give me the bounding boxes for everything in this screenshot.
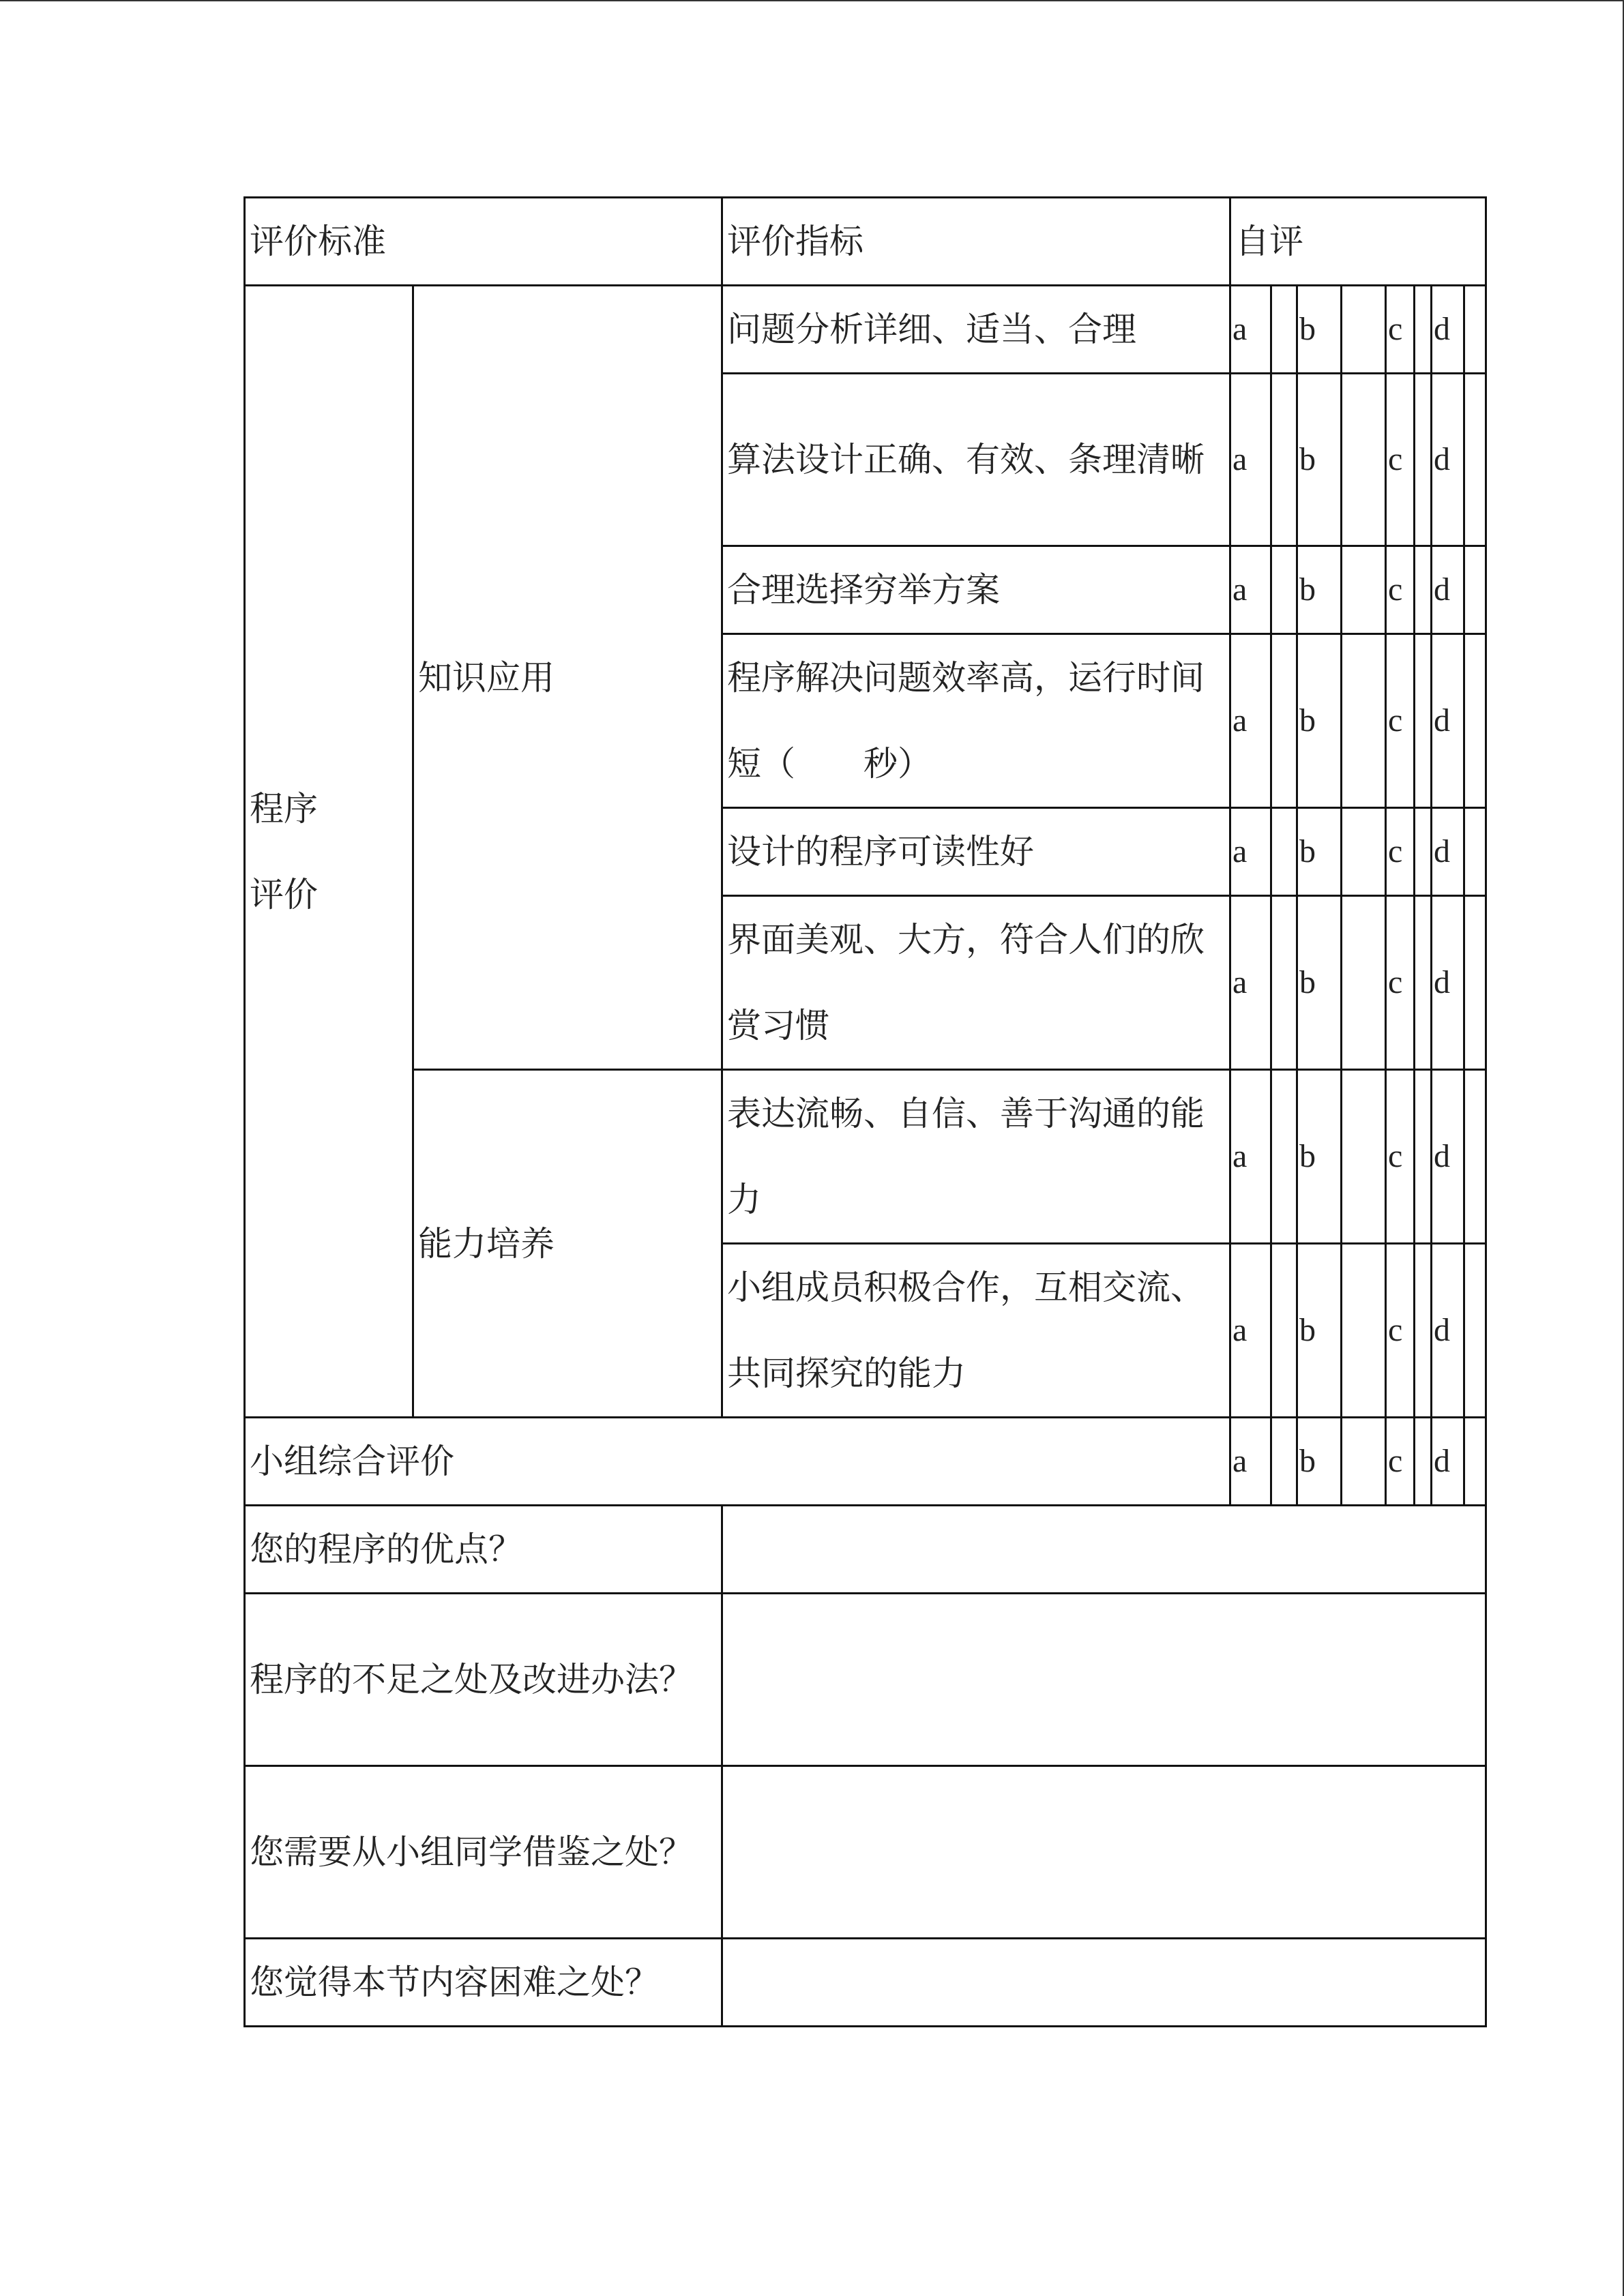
question-row bbox=[245, 1939, 1486, 2027]
score-box-d[interactable] bbox=[1464, 1244, 1486, 1418]
score-box-a[interactable] bbox=[1271, 1070, 1297, 1244]
option-d: d bbox=[1432, 546, 1464, 634]
subcategory-ability: 能力培养 bbox=[413, 1070, 722, 1418]
group-eval-row bbox=[245, 1418, 1486, 1506]
score-box-a[interactable] bbox=[1271, 546, 1297, 634]
score-box-c[interactable] bbox=[1415, 1244, 1432, 1418]
answer-field[interactable] bbox=[722, 1594, 1486, 1766]
score-box-c[interactable] bbox=[1415, 896, 1432, 1070]
option-d: d bbox=[1432, 634, 1464, 808]
category-program-evaluation bbox=[245, 286, 413, 1418]
indicator-text: 界面美观、大方，符合人们的欣赏习惯 bbox=[722, 896, 1230, 1070]
answer-field[interactable] bbox=[722, 1939, 1486, 2027]
score-box-b[interactable] bbox=[1342, 374, 1386, 546]
answer-field[interactable] bbox=[722, 1766, 1486, 1939]
score-box-b[interactable] bbox=[1342, 808, 1386, 896]
score-box-d[interactable] bbox=[1464, 286, 1486, 374]
score-box-a[interactable] bbox=[1271, 1244, 1297, 1418]
option-b: b bbox=[1297, 1244, 1342, 1418]
score-box-b[interactable] bbox=[1342, 286, 1386, 374]
subcategory-knowledge: 知识应用 bbox=[413, 286, 722, 1070]
option-c: c bbox=[1386, 1418, 1415, 1506]
score-box-c[interactable] bbox=[1415, 286, 1432, 374]
score-box-b[interactable] bbox=[1342, 896, 1386, 1070]
option-d: d bbox=[1432, 1244, 1464, 1418]
option-a: a bbox=[1230, 286, 1271, 374]
option-a: a bbox=[1230, 374, 1271, 546]
question-row bbox=[245, 1766, 1486, 1939]
question-row bbox=[245, 1594, 1486, 1766]
option-d: d bbox=[1432, 808, 1464, 896]
score-box-d[interactable] bbox=[1464, 808, 1486, 896]
question-row bbox=[245, 1506, 1486, 1594]
option-c: c bbox=[1386, 1244, 1415, 1418]
score-box-d[interactable] bbox=[1464, 546, 1486, 634]
indicator-row bbox=[245, 286, 1486, 374]
score-box-c[interactable] bbox=[1415, 374, 1432, 546]
option-c: c bbox=[1386, 634, 1415, 808]
score-box-d[interactable] bbox=[1464, 1070, 1486, 1244]
score-box-d[interactable] bbox=[1464, 634, 1486, 808]
evaluation-table bbox=[243, 196, 1487, 2027]
option-c: c bbox=[1386, 374, 1415, 546]
question-label: 您需要从小组同学借鉴之处？ bbox=[245, 1766, 722, 1939]
option-a: a bbox=[1230, 808, 1271, 896]
score-box-b[interactable] bbox=[1342, 1244, 1386, 1418]
option-d: d bbox=[1432, 286, 1464, 374]
category-line: 程序 bbox=[250, 788, 318, 829]
option-a: a bbox=[1230, 1070, 1271, 1244]
group-eval-label: 小组综合评价 bbox=[245, 1418, 1230, 1506]
header-indicators: 评价指标 bbox=[722, 198, 1230, 286]
score-box-b[interactable] bbox=[1342, 634, 1386, 808]
score-box-a[interactable] bbox=[1271, 286, 1297, 374]
option-a: a bbox=[1230, 1244, 1271, 1418]
score-box-a[interactable] bbox=[1271, 634, 1297, 808]
option-b: b bbox=[1297, 808, 1342, 896]
option-a: a bbox=[1230, 546, 1271, 634]
indicator-text: 算法设计正确、有效、条理清晰 bbox=[722, 374, 1230, 546]
question-label: 您的程序的优点？ bbox=[245, 1506, 722, 1594]
option-d: d bbox=[1432, 374, 1464, 546]
score-box-a[interactable] bbox=[1271, 896, 1297, 1070]
question-label: 您觉得本节内容困难之处？ bbox=[245, 1939, 722, 2027]
score-box-b[interactable] bbox=[1342, 1418, 1386, 1506]
option-b: b bbox=[1297, 1070, 1342, 1244]
score-box-a[interactable] bbox=[1271, 1418, 1297, 1506]
option-d: d bbox=[1432, 1070, 1464, 1244]
header-row bbox=[245, 198, 1486, 286]
score-box-d[interactable] bbox=[1464, 374, 1486, 546]
option-c: c bbox=[1386, 808, 1415, 896]
option-b: b bbox=[1297, 286, 1342, 374]
option-c: c bbox=[1386, 286, 1415, 374]
indicator-row bbox=[245, 1070, 1486, 1244]
option-a: a bbox=[1230, 896, 1271, 1070]
score-box-b[interactable] bbox=[1342, 546, 1386, 634]
indicator-text: 程序解决问题效率高，运行时间短（ 秒） bbox=[722, 634, 1230, 808]
option-b: b bbox=[1297, 1418, 1342, 1506]
score-box-b[interactable] bbox=[1342, 1070, 1386, 1244]
option-b: b bbox=[1297, 546, 1342, 634]
option-c: c bbox=[1386, 896, 1415, 1070]
score-box-c[interactable] bbox=[1415, 546, 1432, 634]
indicator-text: 问题分析详细、适当、合理 bbox=[722, 286, 1230, 374]
option-b: b bbox=[1297, 374, 1342, 546]
indicator-text: 设计的程序可读性好 bbox=[722, 808, 1230, 896]
option-b: b bbox=[1297, 896, 1342, 1070]
option-b: b bbox=[1297, 634, 1342, 808]
header-self-eval: 自评 bbox=[1230, 198, 1486, 286]
indicator-text: 合理选择穷举方案 bbox=[722, 546, 1230, 634]
option-d: d bbox=[1432, 896, 1464, 1070]
score-box-c[interactable] bbox=[1415, 808, 1432, 896]
option-a: a bbox=[1230, 1418, 1271, 1506]
score-box-c[interactable] bbox=[1415, 1418, 1432, 1506]
indicator-text: 表达流畅、自信、善于沟通的能力 bbox=[722, 1070, 1230, 1244]
score-box-a[interactable] bbox=[1271, 374, 1297, 546]
option-d: d bbox=[1432, 1418, 1464, 1506]
score-box-d[interactable] bbox=[1464, 1418, 1486, 1506]
option-a: a bbox=[1230, 634, 1271, 808]
category-line: 评价 bbox=[250, 874, 318, 914]
score-box-a[interactable] bbox=[1271, 808, 1297, 896]
indicator-text: 小组成员积极合作，互相交流、共同探究的能力 bbox=[722, 1244, 1230, 1418]
option-c: c bbox=[1386, 546, 1415, 634]
answer-field[interactable] bbox=[722, 1506, 1486, 1594]
header-criteria: 评价标准 bbox=[245, 198, 722, 286]
option-c: c bbox=[1386, 1070, 1415, 1244]
score-box-c[interactable] bbox=[1415, 634, 1432, 808]
question-label: 程序的不足之处及改进办法？ bbox=[245, 1594, 722, 1766]
score-box-c[interactable] bbox=[1415, 1070, 1432, 1244]
score-box-d[interactable] bbox=[1464, 896, 1486, 1070]
